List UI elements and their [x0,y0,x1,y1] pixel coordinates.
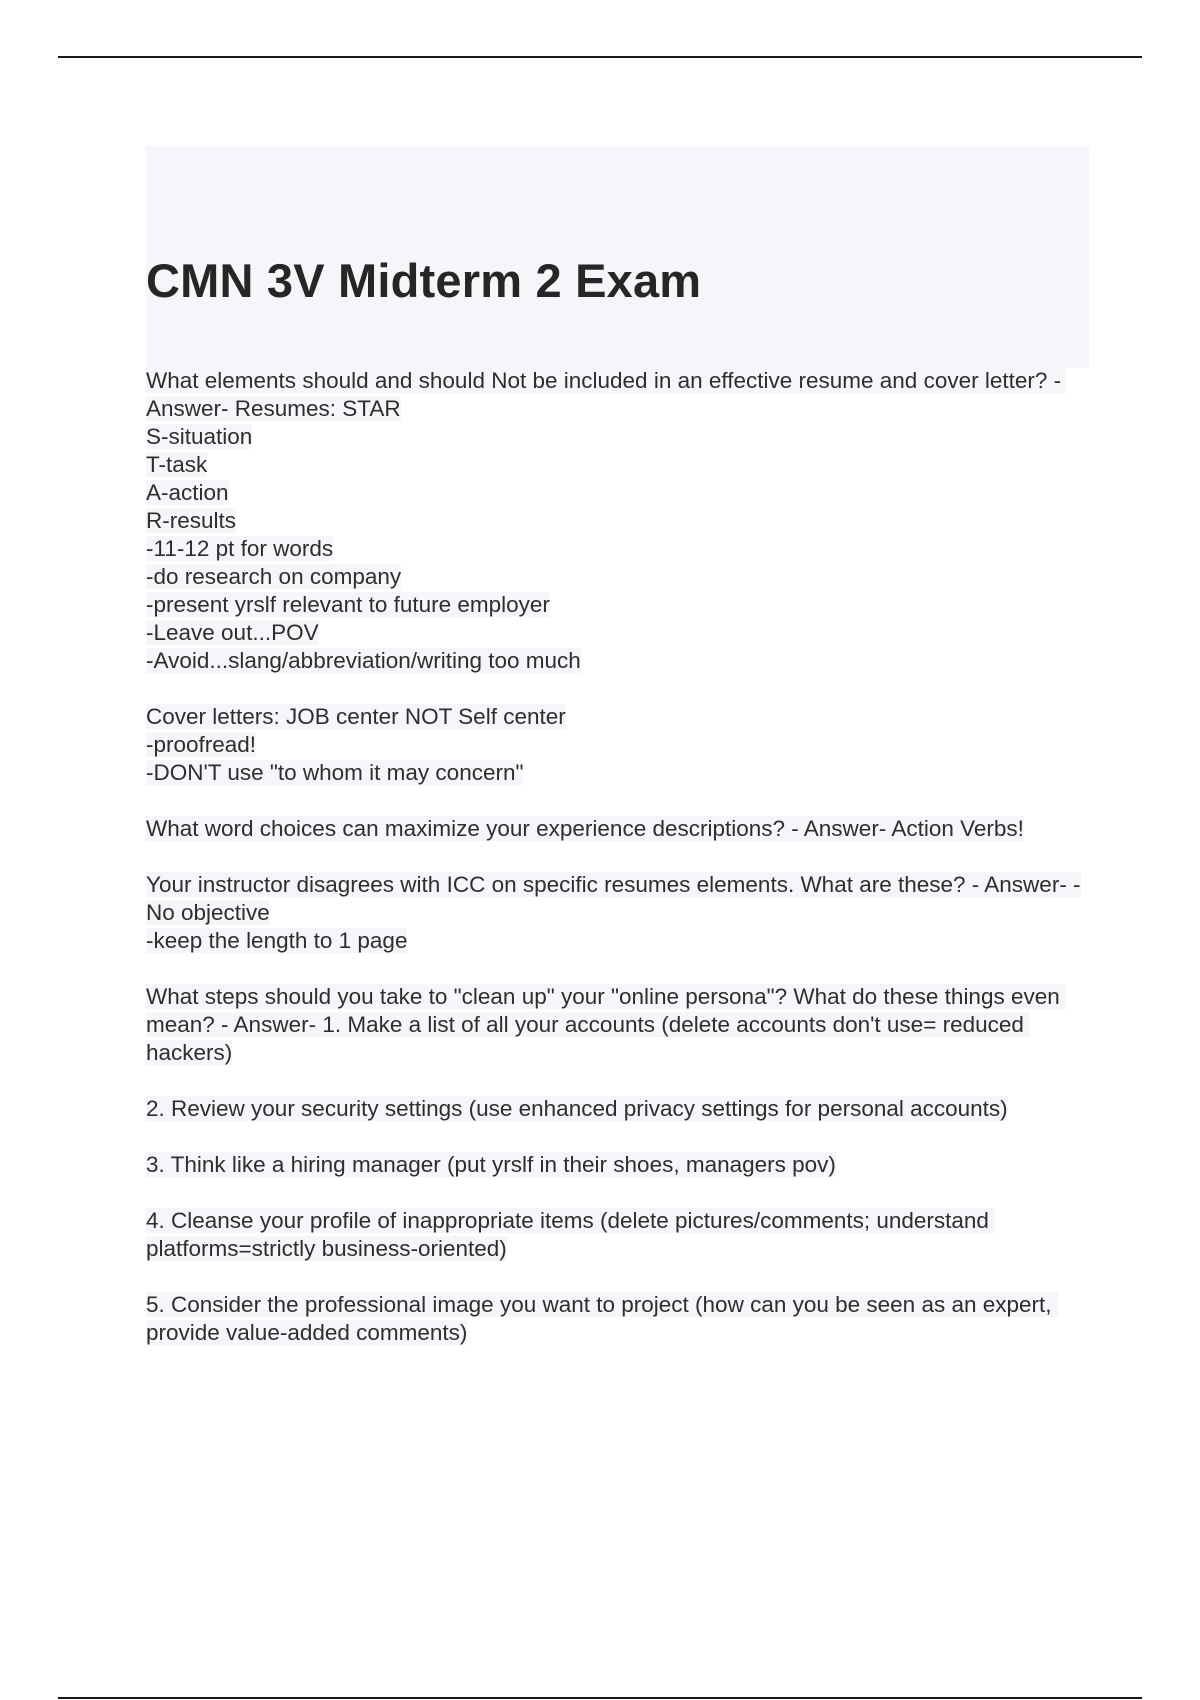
text-line: A-action [146,480,229,505]
paragraph-word-choices [146,815,1086,843]
paragraph-instructor-disagrees [146,871,1086,955]
text-line: 4. Cleanse your profile of inappropriate items (delete pictures/comments; understand platforms=strictly business-oriented) [146,1208,996,1261]
text-line: 2. Review your security settings (use enhanced privacy settings for personal accounts) [146,1096,1008,1121]
text-line: What elements should and should Not be included in an effective resume and cover letter? - Answer- Resumes: STAR [146,368,1067,421]
text-line: Cover letters: JOB center NOT Self center [146,704,566,729]
text-line: -keep the length to 1 page [146,928,408,953]
top-rule [58,56,1142,58]
paragraph-step-5 [146,1291,1086,1347]
paragraph-step-3 [146,1151,1086,1179]
text-line: -Avoid...slang/abbreviation/writing too much [146,648,581,673]
document-body [146,367,1086,1375]
paragraph-step-4 [146,1207,1086,1263]
text-line: -Leave out...POV [146,620,319,645]
paragraph-cover-letters [146,703,1086,787]
text-line: What word choices can maximize your experience descriptions? - Answer- Action Verbs! [146,816,1024,841]
text-line: -present yrslf relevant to future employer [146,592,550,617]
text-line: Your instructor disagrees with ICC on specific resumes elements. What are these? - Answer- -No objective [146,872,1081,925]
text-line: 3. Think like a hiring manager (put yrslf in their shoes, managers pov) [146,1152,836,1177]
bottom-rule [58,1697,1142,1699]
text-line: S-situation [146,424,253,449]
text-line: What steps should you take to "clean up" your "online persona"? What do these things even mean? - Answer- 1. Make a list of all your accounts (delete accounts don't use= reduced hackers) [146,984,1067,1065]
text-line: -DON'T use "to whom it may concern" [146,760,524,785]
paragraph-online-persona [146,983,1086,1067]
text-line: T-task [146,452,208,477]
text-line: 5. Consider the professional image you want to project (how can you be seen as an expert, provide value-added comments) [146,1292,1058,1345]
text-line: -11-12 pt for words [146,536,334,561]
title-banner [146,146,1089,368]
paragraph-step-2 [146,1095,1086,1123]
paragraph-resume-elements [146,367,1086,675]
text-line: R-results [146,508,237,533]
document-title: CMN 3V Midterm 2 Exam [146,254,702,307]
text-line: -proofread! [146,732,257,757]
text-line: -do research on company [146,564,402,589]
